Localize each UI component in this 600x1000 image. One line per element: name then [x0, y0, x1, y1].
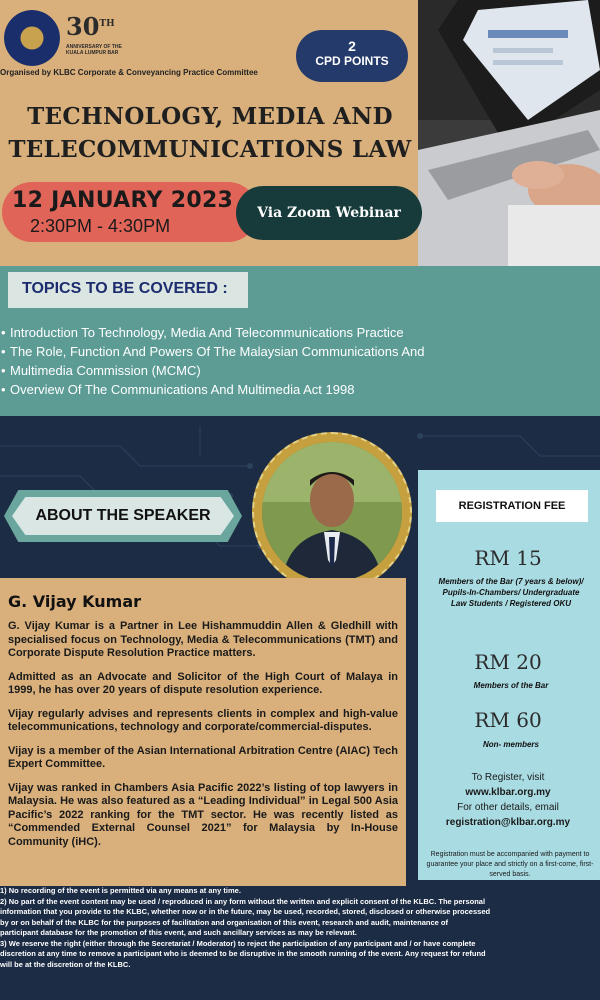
topic-item: • The Role, Function And Powers Of The Malaysian Communications And [4, 343, 594, 361]
cpd-badge [296, 30, 408, 82]
topic-item-continued: • Multimedia Commission (MCMC) [4, 362, 594, 380]
event-venue: Via Zoom Webinar [257, 205, 401, 221]
anniversary-text: ANNIVERSARY OF THE KUALA LUMPUR BAR [66, 44, 122, 56]
fee-amount: RM 60 [474, 708, 542, 732]
event-time: 2:30PM - 4:30PM [30, 216, 171, 236]
fee-description: Members of the Bar (7 years & below)/ Pupils-In-Chambers/ Undergraduate Law Students / Registered OKU [438, 577, 584, 608]
fee-description: Members of the Bar [473, 681, 549, 690]
speaker-photo [262, 442, 402, 582]
registration-info [422, 770, 594, 830]
topics-heading: TOPICS TO BE COVERED : [22, 280, 228, 297]
terms-line: by or on behalf of the KLBC for the purposes of facilitation and organisation of this event, research and audit, maintenance of [0, 917, 448, 927]
terms-line: discretion at any time to remove a participant who is deemed to be disruptive in the smooth running of the event. Any request for refund [0, 949, 486, 958]
speaker-name: G. Vijay Kumar [8, 592, 142, 611]
terms-line: will be at the discretion of the KLBC. [0, 959, 131, 969]
bio-paragraph: G. Vijay Kumar is a Partner in Lee Hishammuddin Allen & Gledhill with specialised focus on Technology, Media & Telecommunications (TMT) and Corporate Dispute Resolution Practice matters. [8, 620, 398, 659]
registration-note: Registration must be accompanied with payment to guarantee your place and strictly on a first-come, first-served basis. [426, 851, 594, 878]
details-line: For other details, email [457, 802, 559, 813]
fee-amount: RM 20 [474, 650, 542, 674]
klbc-logo [4, 10, 60, 66]
anniversary-number-value: 30 [66, 12, 100, 41]
fee-description: Non- members [482, 740, 539, 749]
terms-line: 3) We reserve the right (either through the Secretariat / Moderator) to reject the participation of any participant and / or have complete [0, 938, 476, 948]
bio-paragraph: Admitted as an Advocate and Solicitor of the High Court of Malaya in 1999, he has over 20 years of dispute resolution experience. [8, 670, 398, 696]
register-email-link[interactable]: registration@klbar.org.my [445, 817, 571, 828]
terms-line: information that you provide to the KLBC, whether now or in the future, may be used, recorded, stored, disclosed or otherwise processed [0, 907, 491, 916]
register-line: To Register, visit [471, 772, 545, 783]
speaker-bio [8, 620, 398, 859]
event-title-line1: TECHNOLOGY, MEDIA AND [27, 103, 393, 130]
anniversary-suffix: TH [99, 19, 115, 29]
terms-line: 2) No part of the event content may be used / reproduced in any form without the written and explicit consent of the KLBC. The personal [0, 896, 486, 906]
organised-by: Organised by KLBC Corporate & Conveyancing Practice Committee [0, 68, 258, 77]
bio-paragraph: Vijay was ranked in Chambers Asia Pacific 2022’s listing of top lawyers in Malaysia. He was also featured as a “Leading Individual” in Legal 500 Asia Pacific’s 2022 ranking for the TMT sector. He was recently listed as “Commended External Counsel 2021” for Malaysia by In-House Community (iHC). [8, 781, 398, 848]
bio-paragraph: Vijay regularly advises and represents clients in complex and high-value telecommunications, technology and corporate/commercial-disputes. [8, 707, 398, 733]
event-title [0, 100, 420, 166]
cpd-number: 2 [348, 38, 356, 54]
cpd-label: CPD POINTS [315, 54, 389, 68]
event-date: 12 JANUARY 2023 [12, 188, 234, 213]
terms-line: participant database for the promotion of this event, and such ancillary services as may be relevant. [0, 928, 357, 937]
fee-heading: REGISTRATION FEE [458, 500, 566, 512]
topics-list [4, 324, 594, 400]
topic-item: • Overview Of The Communications And Multimedia Act 1998 [4, 381, 594, 399]
about-speaker-heading: ABOUT THE SPEAKER [35, 507, 211, 524]
anniversary-number [66, 12, 115, 41]
event-title-line2: TELECOMMUNICATIONS LAW [8, 136, 412, 163]
bio-paragraph: Vijay is a member of the Asian International Arbitration Centre (AIAC) Tech Expert Committee. [8, 744, 398, 770]
terms-footer [0, 886, 600, 970]
topic-item: • Introduction To Technology, Media And Telecommunications Practice [4, 324, 594, 342]
fee-amount: RM 15 [474, 546, 542, 570]
terms-line: 1) No recording of the event is permitted via any means at any time. [0, 886, 241, 895]
register-link[interactable]: www.klbar.org.my [465, 787, 551, 798]
laptop-image [418, 0, 600, 266]
